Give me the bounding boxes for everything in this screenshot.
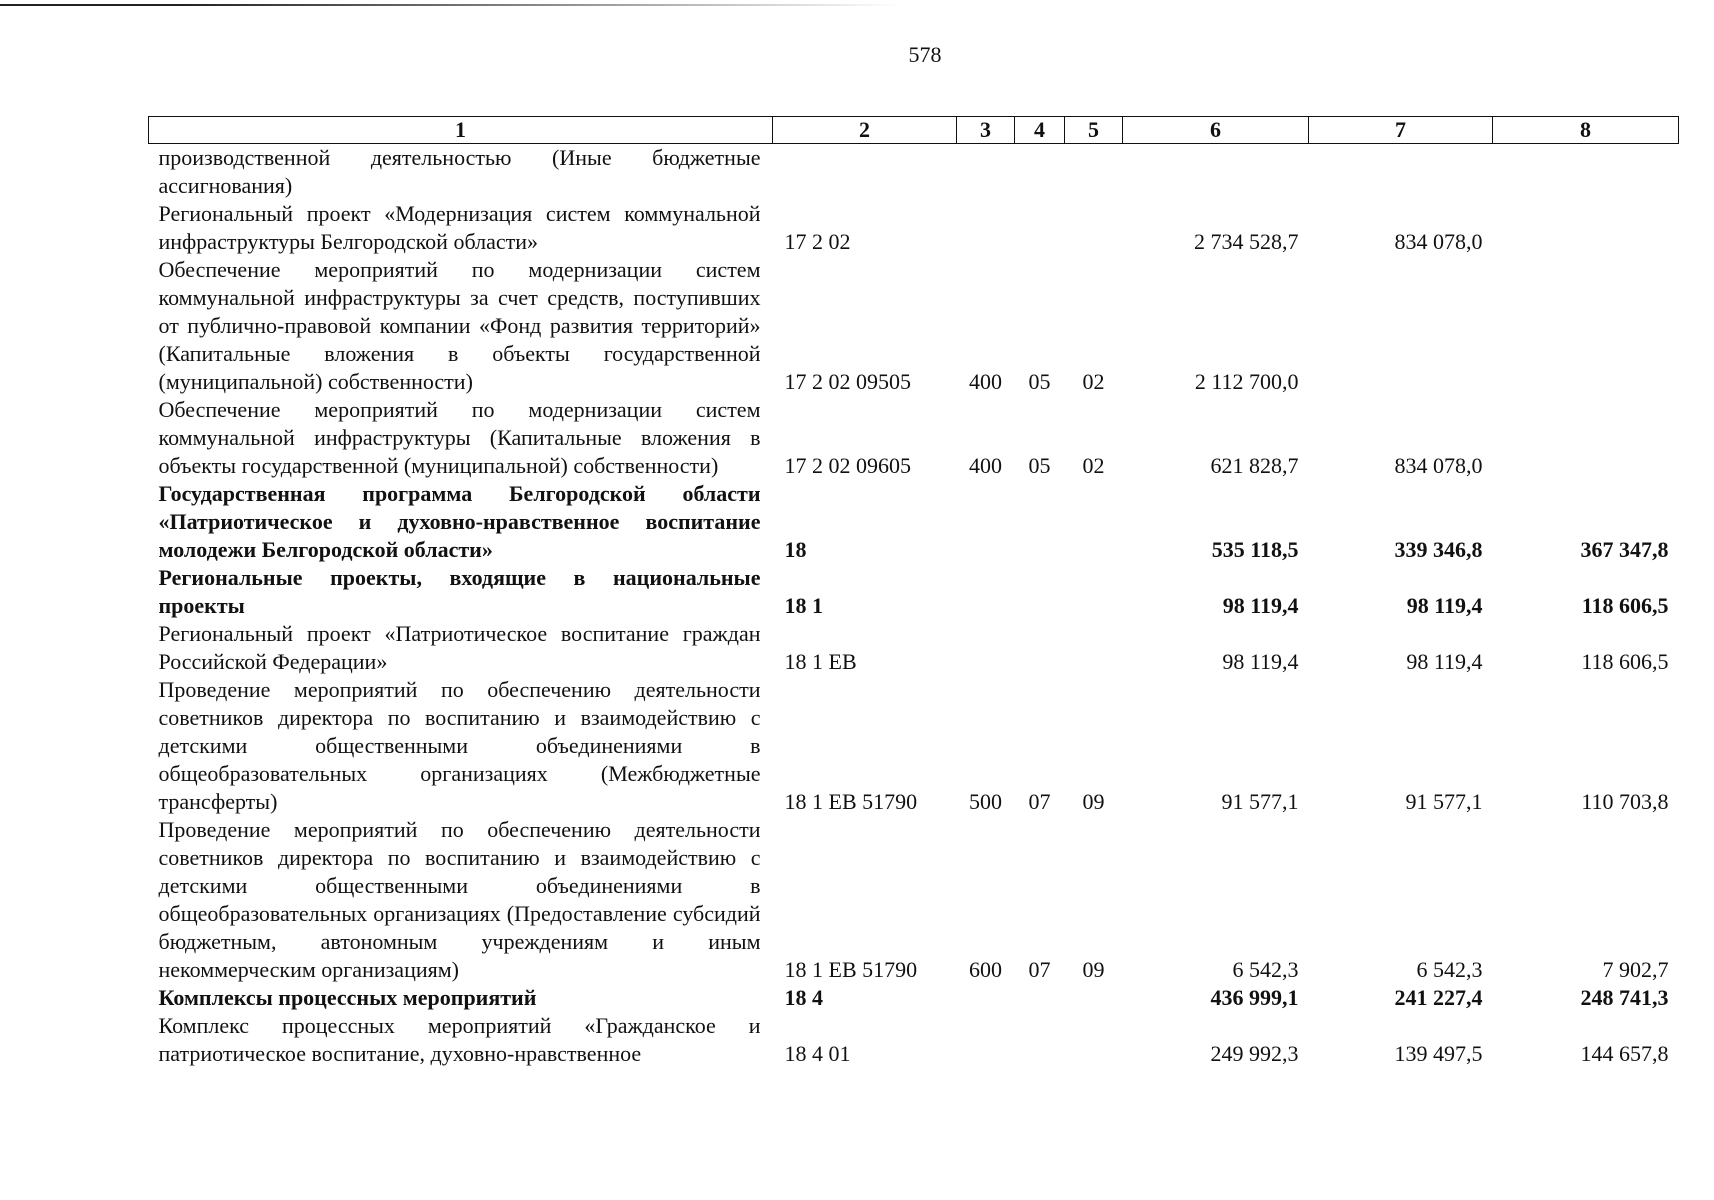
page-number: 578	[908, 42, 942, 67]
header-col-1: 1	[149, 117, 773, 144]
row-col8-cell: 118 606,5	[1581, 649, 1669, 674]
row-col7-cell: 834 078,0	[1394, 453, 1483, 478]
row-col6-cell: 98 119,4	[1222, 649, 1299, 674]
table-row	[149, 256, 1679, 396]
row-col6-cell: 6 542,3	[1232, 957, 1299, 982]
row-col5-cell: 09	[1082, 957, 1105, 982]
row-name-cell: Комплексы процессных мероприятий	[158, 985, 537, 1010]
row-code-cell: 17 2 02 09505	[784, 369, 911, 394]
table-row	[149, 816, 1679, 984]
row-col3-cell	[957, 1012, 1015, 1068]
row-col7-cell: 91 577,1	[1405, 789, 1483, 814]
row-col7-cell: 241 227,4	[1394, 985, 1483, 1010]
row-col7-cell: 339 346,8	[1394, 537, 1483, 562]
table-row	[149, 480, 1679, 564]
row-name-cell: Региональные проекты, входящие в национальные проекты	[158, 565, 761, 618]
row-col8-cell: 110 703,8	[1581, 789, 1669, 814]
row-col3-cell: 500	[969, 789, 1002, 814]
row-code-cell: 18	[784, 537, 807, 562]
row-col5-cell	[1065, 620, 1123, 676]
row-col4-cell	[1015, 1012, 1065, 1068]
row-col8-cell: 144 657,8	[1580, 1041, 1669, 1066]
row-col7-cell: 139 497,5	[1394, 1041, 1483, 1066]
header-col-6: 6	[1123, 117, 1309, 144]
row-col5-cell: 02	[1082, 453, 1105, 478]
row-col3-cell: 400	[969, 453, 1002, 478]
row-name-cell: Проведение мероприятий по обеспечению деятельности советников директора по воспитанию и взаимодействию с детскими общественными объединениями в общеобразовательных организациях (Предоставление субсидий бюджетным, автономным учреждениям и иным некоммерческим организациям)	[158, 817, 761, 982]
row-col8-cell: 248 741,3	[1580, 985, 1669, 1010]
row-col7-cell: 6 542,3	[1416, 957, 1483, 982]
row-col8-cell	[1493, 144, 1679, 201]
row-col6-cell: 535 118,5	[1211, 537, 1299, 562]
row-col6-cell: 98 119,4	[1222, 593, 1299, 618]
row-code-cell: 17 2 02 09605	[784, 453, 911, 478]
table-row	[149, 676, 1679, 816]
row-col5-cell	[1065, 144, 1123, 201]
row-col3-cell	[957, 564, 1015, 620]
row-col6-cell: 2 112 700,0	[1194, 369, 1299, 394]
scan-edge-line	[0, 4, 900, 6]
row-name-cell: Обеспечение мероприятий по модернизации систем коммунальной инфраструктуры (Капитальные вложения в объекты государственной (муниципальной) собственности)	[158, 397, 761, 478]
row-col3-cell: 400	[969, 369, 1002, 394]
row-col5-cell	[1065, 480, 1123, 564]
row-col8-cell	[1493, 200, 1679, 256]
row-name-cell: Региональный проект «Патриотическое воспитание граждан Российской Федерации»	[158, 621, 761, 674]
row-code-cell: 18 4	[784, 985, 823, 1010]
row-col7-cell: 98 119,4	[1406, 593, 1483, 618]
row-col4-cell: 07	[1028, 957, 1051, 982]
row-col4-cell	[1015, 620, 1065, 676]
row-col4-cell	[1015, 144, 1065, 201]
table-row	[149, 1012, 1679, 1068]
row-col6-cell: 91 577,1	[1221, 789, 1299, 814]
header-col-2: 2	[773, 117, 957, 144]
row-col7-cell	[1309, 144, 1493, 201]
row-name-cell: Региональный проект «Модернизация систем коммунальной инфраструктуры Белгородской области»	[158, 201, 761, 254]
header-col-8: 8	[1493, 117, 1679, 144]
row-col5-cell	[1065, 564, 1123, 620]
table-body	[149, 144, 1679, 1069]
row-code-cell: 18 1 ЕВ 51790	[784, 789, 918, 814]
table-row	[149, 564, 1679, 620]
row-col5-cell	[1065, 1012, 1123, 1068]
row-col3-cell	[957, 984, 1015, 1012]
header-col-7: 7	[1309, 117, 1493, 144]
row-col3-cell	[957, 620, 1015, 676]
table-row	[149, 984, 1679, 1012]
row-col4-cell	[1015, 200, 1065, 256]
row-col3-cell	[957, 200, 1015, 256]
row-col4-cell	[1015, 564, 1065, 620]
row-col3-cell	[957, 144, 1015, 201]
row-code-cell: 18 4 01	[784, 1041, 851, 1066]
row-col4-cell: 07	[1028, 789, 1051, 814]
row-col7-cell: 98 119,4	[1406, 649, 1483, 674]
row-col6-cell	[1123, 144, 1309, 201]
row-col4-cell	[1015, 984, 1065, 1012]
row-col8-cell: 367 347,8	[1580, 537, 1669, 562]
row-col8-cell	[1493, 256, 1679, 396]
row-name-cell: Проведение мероприятий по обеспечению деятельности советников директора по воспитанию и взаимодействию с детскими общественными объединениями в общеобразовательных организациях (Межбюджетные трансферты)	[158, 677, 761, 814]
budget-table	[148, 116, 1679, 1068]
row-col8-cell: 7 902,7	[1602, 957, 1669, 982]
table-row	[149, 200, 1679, 256]
row-name-cell: Обеспечение мероприятий по модернизации систем коммунальной инфраструктуры за счет средств, поступивших от публично-правовой компании «Фонд развития территорий» (Капитальные вложения в объекты государственной (муниципальной) собственности)	[158, 257, 761, 394]
table-row	[149, 396, 1679, 480]
row-col8-cell	[1493, 396, 1679, 480]
row-col4-cell: 05	[1028, 453, 1051, 478]
header-col-3: 3	[957, 117, 1015, 144]
table-header-row	[149, 117, 1679, 144]
row-col3-cell: 600	[969, 957, 1002, 982]
row-col5-cell: 09	[1082, 789, 1105, 814]
row-col5-cell	[1065, 984, 1123, 1012]
row-code-cell: 18 1 ЕВ 51790	[784, 957, 918, 982]
row-col6-cell: 436 999,1	[1210, 985, 1299, 1010]
row-name-cell: производственной деятельностью (Иные бюджетные ассигнования)	[158, 145, 761, 198]
row-code-cell	[773, 144, 957, 201]
row-col5-cell: 02	[1082, 369, 1105, 394]
row-col4-cell: 05	[1028, 369, 1051, 394]
row-col7-cell: 834 078,0	[1394, 229, 1483, 254]
header-col-4: 4	[1015, 117, 1065, 144]
row-col4-cell	[1015, 480, 1065, 564]
row-col5-cell	[1065, 200, 1123, 256]
table-row	[149, 620, 1679, 676]
row-col6-cell: 2 734 528,7	[1194, 229, 1299, 254]
row-code-cell: 18 1	[784, 593, 823, 618]
table-row	[149, 144, 1679, 201]
row-col8-cell: 118 606,5	[1581, 593, 1669, 618]
header-col-5: 5	[1065, 117, 1123, 144]
row-code-cell: 18 1 ЕВ	[784, 649, 857, 674]
row-name-cell: Государственная программа Белгородской области «Патриотическое и духовно-нравственное воспитание молодежи Белгородской области»	[158, 481, 761, 562]
row-col3-cell	[957, 480, 1015, 564]
row-col6-cell: 621 828,7	[1210, 453, 1299, 478]
row-code-cell: 17 2 02	[784, 229, 851, 254]
row-name-cell: Комплекс процессных мероприятий «Гражданское и патриотическое воспитание, духовно-нравственное	[158, 1013, 761, 1066]
row-col7-cell	[1309, 256, 1493, 396]
row-col6-cell: 249 992,3	[1210, 1041, 1299, 1066]
